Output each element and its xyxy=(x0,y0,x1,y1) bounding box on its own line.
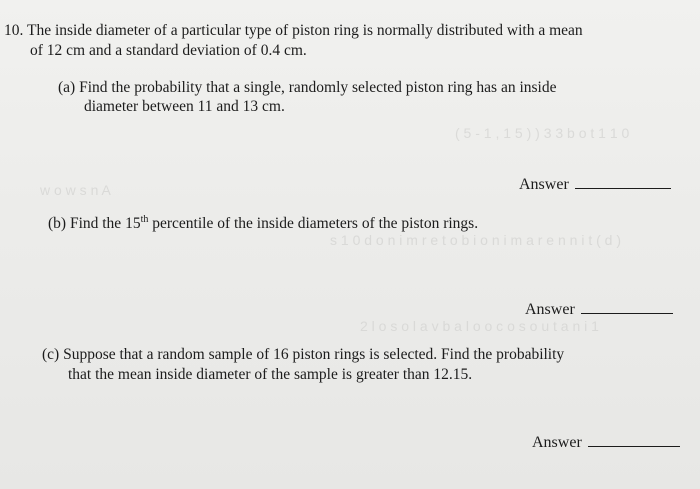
question-number: 10. xyxy=(4,22,24,39)
part-a-answer-label: Answer xyxy=(519,176,569,193)
part-b-text-1: Find the 15 xyxy=(69,215,141,232)
part-b-line-1 xyxy=(48,216,478,232)
part-c-line-1 xyxy=(42,347,564,363)
part-c-answer-blank[interactable] xyxy=(588,445,680,447)
question-stem-line-2: of 12 cm and a standard deviation of 0.4 cm. xyxy=(30,42,307,59)
part-c-answer-label: Answer xyxy=(532,434,582,451)
bleed-through-mark: s 1 0 d o n i m r e t o b i o n i m a r e n n i t ( d ) xyxy=(330,232,622,248)
bleed-through-mark: 2 l o s o l a v b a l o o c o s o u t a n i 1 xyxy=(360,318,599,334)
part-c-label: (c) xyxy=(42,346,60,363)
bleed-through-mark: ( 5 - 1 , 1 5 ) ) 3 3 b o t 1 1 0 xyxy=(455,125,630,141)
part-b-text-2: percentile of the inside diameters of the piston rings. xyxy=(148,215,479,232)
part-c-line-2: that the mean inside diameter of the sample is greater than 12.15. xyxy=(68,366,473,383)
part-b-answer xyxy=(525,301,673,319)
part-b-label: (b) xyxy=(48,215,67,232)
question-stem-text-1: The inside diameter of a particular type of piston ring is normally distributed with a mean xyxy=(26,22,583,39)
part-c-answer xyxy=(532,434,680,452)
part-a-line-2: diameter between 11 and 13 cm. xyxy=(84,98,285,115)
bleed-through-mark: w o w s n A xyxy=(40,182,111,198)
part-b-answer-label: Answer xyxy=(525,301,575,318)
part-b-answer-blank[interactable] xyxy=(581,312,673,314)
part-a-label: (a) xyxy=(58,79,76,96)
part-a-answer xyxy=(519,176,671,194)
part-a-text-1: Find the probability that a single, randomly selected piston ring has an inside xyxy=(79,79,557,96)
part-c-text-1: Suppose that a random sample of 16 piston rings is selected. Find the probability xyxy=(63,346,565,363)
part-a-answer-blank[interactable] xyxy=(575,187,671,189)
part-b-superscript: th xyxy=(140,214,149,225)
question-stem-line-1 xyxy=(4,23,583,39)
part-a-line-1 xyxy=(58,80,556,96)
